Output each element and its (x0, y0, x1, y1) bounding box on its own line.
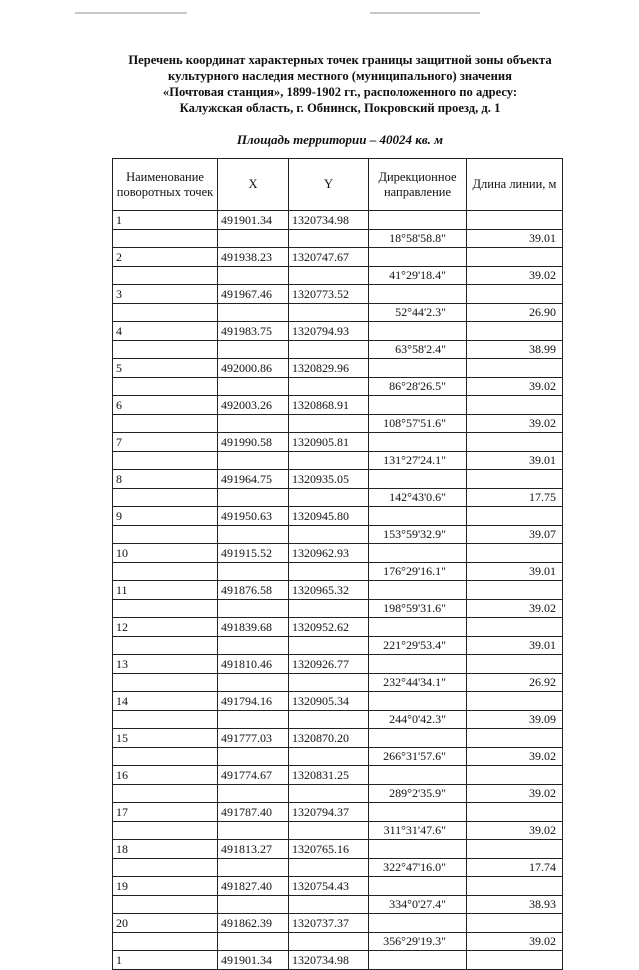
point-y: 1320962.93 (289, 544, 369, 563)
empty-cell (369, 211, 467, 230)
empty-cell (113, 525, 218, 544)
point-row (113, 322, 563, 341)
segment-direction: 198°59'31.6" (369, 599, 467, 618)
empty-cell (113, 710, 218, 729)
point-row (113, 433, 563, 452)
empty-cell (113, 488, 218, 507)
segment-length: 39.02 (467, 747, 563, 766)
point-row (113, 507, 563, 526)
point-row (113, 248, 563, 267)
empty-cell (467, 840, 563, 859)
segment-length: 38.99 (467, 340, 563, 359)
point-x: 491901.34 (218, 951, 289, 970)
empty-cell (113, 858, 218, 877)
point-name: 13 (113, 655, 218, 674)
segment-length: 39.01 (467, 636, 563, 655)
empty-cell (467, 248, 563, 267)
segment-length: 39.02 (467, 932, 563, 951)
empty-cell (289, 821, 369, 840)
empty-cell (369, 581, 467, 600)
empty-cell (218, 377, 289, 396)
empty-cell (369, 877, 467, 896)
point-name: 17 (113, 803, 218, 822)
point-y: 1320794.37 (289, 803, 369, 822)
segment-direction: 266°31'57.6" (369, 747, 467, 766)
point-row (113, 285, 563, 304)
segment-row (113, 784, 563, 803)
point-y: 1320794.93 (289, 322, 369, 341)
empty-cell (467, 729, 563, 748)
empty-cell (289, 858, 369, 877)
segment-row (113, 229, 563, 248)
point-row (113, 211, 563, 230)
segment-length: 38.93 (467, 895, 563, 914)
segment-row (113, 747, 563, 766)
empty-cell (218, 784, 289, 803)
segment-direction: 356°29'19.3" (369, 932, 467, 951)
segment-direction: 142°43'0.6" (369, 488, 467, 507)
heading-line-1: Перечень координат характерных точек границы защитной зоны объекта (128, 53, 552, 67)
empty-cell (467, 396, 563, 415)
header-length: Длина линии, м (467, 159, 563, 211)
heading-line-4: Калужская область, г. Обнинск, Покровский проезд, д. 1 (179, 101, 501, 115)
point-row (113, 581, 563, 600)
table-header-row (113, 159, 563, 211)
empty-cell (289, 710, 369, 729)
segment-direction: 232°44'34.1" (369, 673, 467, 692)
empty-cell (218, 932, 289, 951)
segment-direction: 289°2'35.9" (369, 784, 467, 803)
segment-row (113, 562, 563, 581)
empty-cell (467, 285, 563, 304)
point-row (113, 692, 563, 711)
segment-direction: 221°29'53.4" (369, 636, 467, 655)
header-x: X (218, 159, 289, 211)
segment-length: 17.74 (467, 858, 563, 877)
empty-cell (218, 895, 289, 914)
empty-cell (369, 803, 467, 822)
empty-cell (369, 507, 467, 526)
empty-cell (218, 673, 289, 692)
empty-cell (113, 673, 218, 692)
point-row (113, 470, 563, 489)
point-x: 491774.67 (218, 766, 289, 785)
point-x: 491876.58 (218, 581, 289, 600)
segment-length: 39.07 (467, 525, 563, 544)
point-name: 8 (113, 470, 218, 489)
point-name: 19 (113, 877, 218, 896)
segment-row (113, 414, 563, 433)
empty-cell (218, 821, 289, 840)
empty-cell (218, 340, 289, 359)
point-y: 1320905.34 (289, 692, 369, 711)
empty-cell (289, 414, 369, 433)
segment-row (113, 710, 563, 729)
segment-direction: 176°29'16.1" (369, 562, 467, 581)
point-y: 1320734.98 (289, 951, 369, 970)
empty-cell (113, 784, 218, 803)
empty-cell (218, 636, 289, 655)
empty-cell (467, 322, 563, 341)
empty-cell (289, 636, 369, 655)
point-name: 2 (113, 248, 218, 267)
point-x: 491810.46 (218, 655, 289, 674)
segment-row (113, 673, 563, 692)
point-x: 491950.63 (218, 507, 289, 526)
point-y: 1320905.81 (289, 433, 369, 452)
point-x: 491938.23 (218, 248, 289, 267)
point-name: 15 (113, 729, 218, 748)
point-row (113, 914, 563, 933)
point-y: 1320868.91 (289, 396, 369, 415)
segment-length: 17.75 (467, 488, 563, 507)
empty-cell (467, 359, 563, 378)
segment-row (113, 599, 563, 618)
segment-row (113, 488, 563, 507)
empty-cell (289, 895, 369, 914)
point-name: 7 (113, 433, 218, 452)
empty-cell (369, 618, 467, 637)
empty-cell (113, 377, 218, 396)
point-y: 1320945.80 (289, 507, 369, 526)
point-x: 491862.39 (218, 914, 289, 933)
segment-row (113, 377, 563, 396)
heading-line-2: культурного наследия местного (муниципального) значения (168, 69, 512, 83)
empty-cell (113, 451, 218, 470)
point-y: 1320952.62 (289, 618, 369, 637)
point-y: 1320831.25 (289, 766, 369, 785)
segment-row (113, 340, 563, 359)
empty-cell (113, 562, 218, 581)
point-name: 5 (113, 359, 218, 378)
point-x: 492000.86 (218, 359, 289, 378)
point-x: 491839.68 (218, 618, 289, 637)
point-y: 1320754.43 (289, 877, 369, 896)
point-name: 10 (113, 544, 218, 563)
empty-cell (218, 488, 289, 507)
point-x: 491915.52 (218, 544, 289, 563)
point-name: 1 (113, 951, 218, 970)
empty-cell (467, 877, 563, 896)
point-name: 9 (113, 507, 218, 526)
point-name: 4 (113, 322, 218, 341)
empty-cell (467, 544, 563, 563)
empty-cell (289, 525, 369, 544)
segment-length: 39.01 (467, 451, 563, 470)
scan-artifact-right (370, 12, 480, 14)
header-y: Y (289, 159, 369, 211)
segment-length: 39.02 (467, 821, 563, 840)
empty-cell (289, 451, 369, 470)
point-name: 12 (113, 618, 218, 637)
segment-length: 39.02 (467, 377, 563, 396)
segment-direction: 41°29'18.4" (369, 266, 467, 285)
point-x: 491967.46 (218, 285, 289, 304)
empty-cell (467, 581, 563, 600)
empty-cell (289, 747, 369, 766)
empty-cell (218, 525, 289, 544)
point-row (113, 655, 563, 674)
empty-cell (289, 562, 369, 581)
point-x: 491990.58 (218, 433, 289, 452)
empty-cell (467, 766, 563, 785)
empty-cell (218, 229, 289, 248)
segment-length: 39.02 (467, 266, 563, 285)
point-x: 491777.03 (218, 729, 289, 748)
empty-cell (113, 636, 218, 655)
segment-row (113, 451, 563, 470)
segment-direction: 86°28'26.5" (369, 377, 467, 396)
segment-direction: 108°57'51.6" (369, 414, 467, 433)
segment-length: 39.02 (467, 414, 563, 433)
empty-cell (467, 914, 563, 933)
point-x: 491787.40 (218, 803, 289, 822)
empty-cell (218, 414, 289, 433)
empty-cell (113, 821, 218, 840)
empty-cell (113, 229, 218, 248)
empty-cell (289, 340, 369, 359)
document-heading (90, 52, 590, 116)
point-y: 1320870.20 (289, 729, 369, 748)
empty-cell (113, 303, 218, 322)
point-x: 491827.40 (218, 877, 289, 896)
point-y: 1320926.77 (289, 655, 369, 674)
point-row (113, 840, 563, 859)
empty-cell (369, 951, 467, 970)
point-name: 1 (113, 211, 218, 230)
point-name: 20 (113, 914, 218, 933)
point-row (113, 951, 563, 970)
segment-direction: 311°31'47.6" (369, 821, 467, 840)
point-y: 1320747.67 (289, 248, 369, 267)
empty-cell (218, 303, 289, 322)
empty-cell (369, 692, 467, 711)
empty-cell (369, 655, 467, 674)
point-x: 491813.27 (218, 840, 289, 859)
empty-cell (113, 747, 218, 766)
empty-cell (467, 951, 563, 970)
empty-cell (467, 507, 563, 526)
point-name: 6 (113, 396, 218, 415)
empty-cell (218, 451, 289, 470)
empty-cell (113, 340, 218, 359)
segment-row (113, 525, 563, 544)
empty-cell (289, 599, 369, 618)
empty-cell (218, 266, 289, 285)
point-row (113, 803, 563, 822)
segment-direction: 153°59'32.9" (369, 525, 467, 544)
empty-cell (218, 747, 289, 766)
empty-cell (369, 322, 467, 341)
segment-row (113, 636, 563, 655)
empty-cell (113, 932, 218, 951)
segment-length: 39.01 (467, 229, 563, 248)
segment-length: 26.90 (467, 303, 563, 322)
point-x: 491794.16 (218, 692, 289, 711)
empty-cell (467, 803, 563, 822)
empty-cell (467, 692, 563, 711)
empty-cell (467, 618, 563, 637)
segment-row (113, 858, 563, 877)
empty-cell (113, 414, 218, 433)
segment-direction: 322°47'16.0" (369, 858, 467, 877)
empty-cell (369, 470, 467, 489)
point-y: 1320773.52 (289, 285, 369, 304)
empty-cell (467, 655, 563, 674)
empty-cell (369, 840, 467, 859)
empty-cell (113, 266, 218, 285)
empty-cell (289, 266, 369, 285)
segment-direction: 63°58'2.4" (369, 340, 467, 359)
empty-cell (113, 599, 218, 618)
segment-direction: 131°27'24.1" (369, 451, 467, 470)
empty-cell (218, 858, 289, 877)
empty-cell (289, 377, 369, 396)
segment-row (113, 932, 563, 951)
header-direction: Дирекционное направление (369, 159, 467, 211)
segment-row (113, 895, 563, 914)
empty-cell (369, 433, 467, 452)
coordinates-table-body (113, 211, 563, 970)
empty-cell (218, 710, 289, 729)
empty-cell (369, 396, 467, 415)
empty-cell (369, 359, 467, 378)
empty-cell (289, 303, 369, 322)
segment-direction: 52°44'2.3" (369, 303, 467, 322)
scan-artifact-left (75, 12, 187, 14)
point-y: 1320829.96 (289, 359, 369, 378)
point-y: 1320765.16 (289, 840, 369, 859)
point-name: 16 (113, 766, 218, 785)
point-y: 1320737.37 (289, 914, 369, 933)
point-y: 1320935.05 (289, 470, 369, 489)
point-row (113, 729, 563, 748)
point-row (113, 618, 563, 637)
point-row (113, 544, 563, 563)
empty-cell (467, 470, 563, 489)
empty-cell (369, 914, 467, 933)
point-row (113, 396, 563, 415)
empty-cell (369, 248, 467, 267)
segment-direction: 334°0'27.4" (369, 895, 467, 914)
coordinates-table (112, 158, 563, 970)
empty-cell (289, 932, 369, 951)
empty-cell (467, 211, 563, 230)
empty-cell (467, 433, 563, 452)
header-point-name: Наименование поворотных точек (113, 159, 218, 211)
segment-length: 39.09 (467, 710, 563, 729)
empty-cell (369, 766, 467, 785)
point-row (113, 766, 563, 785)
empty-cell (289, 784, 369, 803)
point-x: 492003.26 (218, 396, 289, 415)
empty-cell (218, 562, 289, 581)
point-row (113, 877, 563, 896)
point-row (113, 359, 563, 378)
segment-length: 26.92 (467, 673, 563, 692)
point-x: 491901.34 (218, 211, 289, 230)
segment-row (113, 266, 563, 285)
point-x: 491983.75 (218, 322, 289, 341)
empty-cell (113, 895, 218, 914)
segment-row (113, 821, 563, 840)
heading-line-3: «Почтовая станция», 1899-1902 гг., расположенного по адресу: (162, 85, 518, 99)
empty-cell (218, 599, 289, 618)
empty-cell (289, 673, 369, 692)
territory-area: Площадь территории – 40024 кв. м (236, 132, 444, 147)
point-name: 18 (113, 840, 218, 859)
segment-direction: 244°0'42.3" (369, 710, 467, 729)
empty-cell (369, 285, 467, 304)
point-y: 1320734.98 (289, 211, 369, 230)
empty-cell (289, 488, 369, 507)
empty-cell (369, 544, 467, 563)
point-name: 11 (113, 581, 218, 600)
segment-length: 39.01 (467, 562, 563, 581)
segment-length: 39.02 (467, 784, 563, 803)
empty-cell (369, 729, 467, 748)
empty-cell (289, 229, 369, 248)
segment-direction: 18°58'58.8" (369, 229, 467, 248)
point-name: 14 (113, 692, 218, 711)
segment-row (113, 303, 563, 322)
point-name: 3 (113, 285, 218, 304)
point-y: 1320965.32 (289, 581, 369, 600)
segment-length: 39.02 (467, 599, 563, 618)
point-x: 491964.75 (218, 470, 289, 489)
